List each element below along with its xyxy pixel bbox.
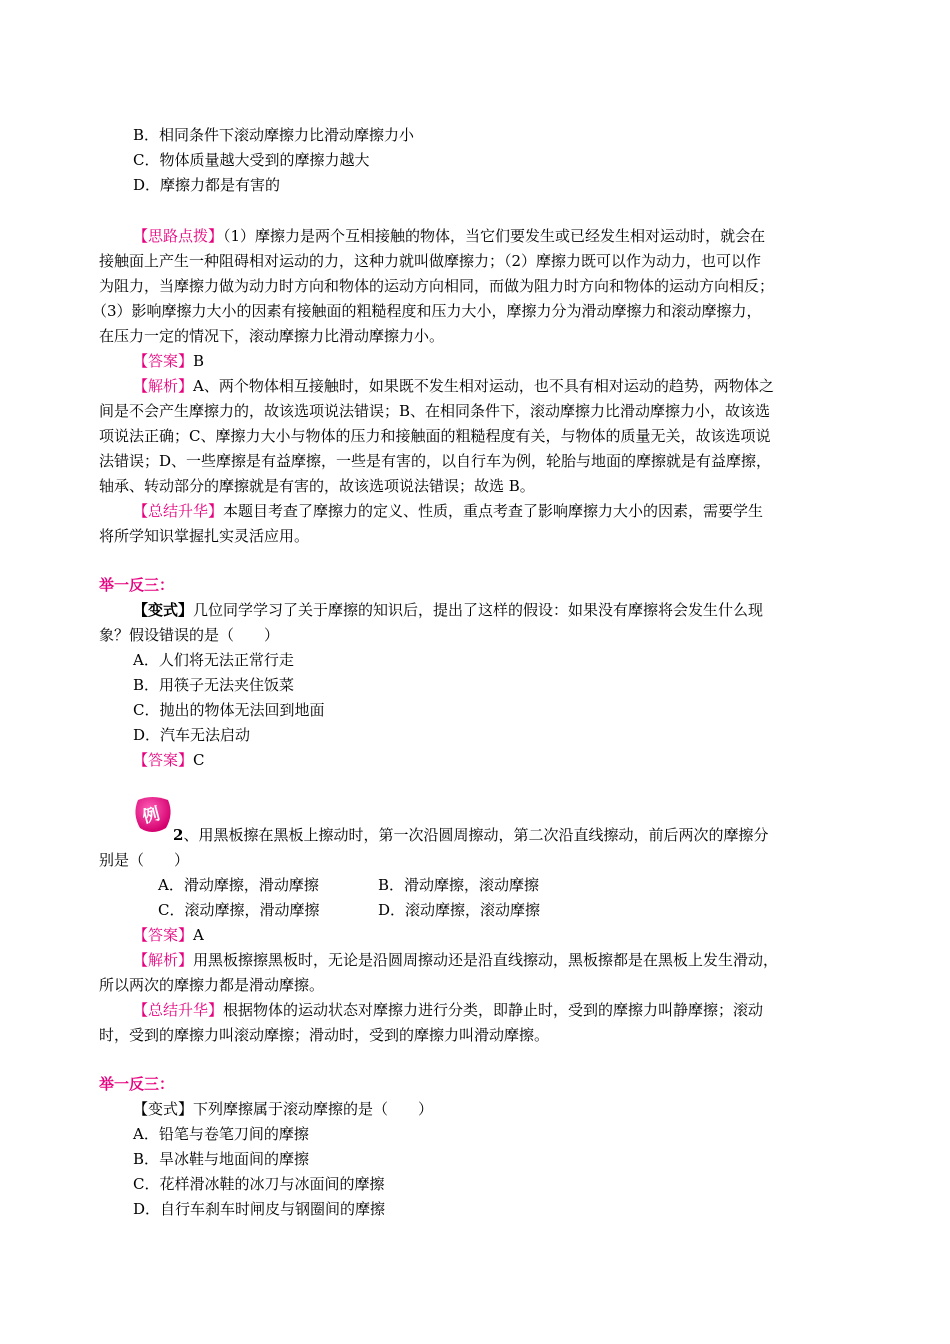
practice2-option-d: D．自行车刹车时闸皮与钢圈间的摩擦 bbox=[133, 1200, 386, 1218]
analysis-text: A、两个物体相互接触时，如果既不发生相对运动，也不具有相对运动的趋势，两物体之 bbox=[193, 377, 774, 395]
hint-label: 【思路点拨】 bbox=[133, 227, 224, 245]
example2-option-c: C．滚动摩擦，滑动摩擦 bbox=[158, 901, 320, 919]
option-d: D．摩擦力都是有害的 bbox=[133, 176, 281, 194]
practice1-question-line-1 bbox=[133, 598, 763, 622]
example2-summary-line-2: 时，受到的摩擦力叫滚动摩擦；滑动时，受到的摩擦力叫滑动摩擦。 bbox=[99, 1026, 550, 1044]
hint-line-4: （3）影响摩擦力大小的因素有接触面的粗糙程度和压力大小，摩擦力分为滑动摩擦力和滚动摩擦力， bbox=[92, 302, 762, 320]
hint-line-1 bbox=[133, 224, 765, 248]
practice1-answer-line bbox=[133, 748, 205, 772]
example2-analysis-text: 用黑板擦擦黑板时，无论是沿圆周擦动还是沿直线擦动，黑板擦都是在黑板上发生滑动， bbox=[193, 951, 779, 969]
option-b: B．相同条件下滚动摩擦力比滑动摩擦力小 bbox=[133, 126, 415, 144]
summary-text: 本题目考查了摩擦力的定义、性质，重点考查了影响摩擦力大小的因素，需要学生 bbox=[223, 502, 764, 520]
practice2-question-text: 下列摩擦属于滚动摩擦的是（ ） bbox=[193, 1100, 434, 1118]
practice1-question-line-2: 象？假设错误的是（ ） bbox=[99, 626, 280, 644]
practice1-option-b: B．用筷子无法夹住饭菜 bbox=[133, 676, 295, 694]
example2-answer-line bbox=[133, 923, 204, 947]
practice-heading-1: 举一反三： bbox=[99, 576, 175, 594]
practice2-option-c: C．花样滑冰鞋的冰刀与冰面间的摩擦 bbox=[133, 1175, 385, 1193]
example2-summary-text: 根据物体的运动状态对摩擦力进行分类，即静止时，受到的摩擦力叫静摩擦；滚动 bbox=[223, 1001, 764, 1019]
example2-option-b: B．滑动摩擦，滚动摩擦 bbox=[378, 876, 540, 894]
practice1-question-text: 几位同学学习了关于摩擦的知识后，提出了这样的假设：如果没有摩擦将会发生什么现 bbox=[193, 601, 764, 619]
example2-question-text: 、用黑板擦在黑板上擦动时，第一次沿圆周擦动，第二次沿直线擦动，前后两次的摩擦分 bbox=[183, 826, 769, 844]
practice2-option-a: A．铅笔与卷笔刀间的摩擦 bbox=[133, 1125, 309, 1143]
example2-analysis-line-1 bbox=[133, 948, 778, 972]
example2-answer-value: A bbox=[193, 926, 204, 944]
example2-analysis-line-2: 所以两次的摩擦力都是滑动摩擦。 bbox=[99, 976, 325, 994]
analysis-line-1 bbox=[133, 374, 774, 398]
example2-option-a: A．滑动摩擦，滑动摩擦 bbox=[158, 876, 319, 894]
answer-label: 【答案】 bbox=[133, 352, 194, 370]
practice-heading-2: 举一反三： bbox=[99, 1075, 175, 1093]
hint-line-3: 为阻力，当摩擦力做为动力时方向和物体的运动方向相同，而做为阻力时方向和物体的运动方向相反； bbox=[99, 277, 775, 295]
variant-label: 【变式】 bbox=[133, 601, 194, 619]
analysis-label: 【解析】 bbox=[133, 377, 194, 395]
option-c: C．物体质量越大受到的摩擦力越大 bbox=[133, 151, 370, 169]
analysis-line-4: 法错误；D、一些摩擦是有益摩擦，一些是有害的，以自行车为例，轮胎与地面的摩擦就是有益摩擦， bbox=[99, 452, 772, 470]
practice1-option-a: A．人们将无法正常行走 bbox=[133, 651, 294, 669]
example2-question-line-2: 别是（ ） bbox=[99, 851, 190, 869]
practice1-answer-value: C bbox=[193, 751, 205, 769]
example2-number: 2 bbox=[173, 826, 184, 844]
example-badge-char: 例 bbox=[140, 804, 163, 828]
practice1-option-c: C．抛出的物体无法回到地面 bbox=[133, 701, 325, 719]
hint-line-5: 在压力一定的情况下，滚动摩擦力比滑动摩擦力小。 bbox=[99, 327, 445, 345]
answer-line bbox=[133, 349, 204, 373]
example2-option-d: D．滚动摩擦，滚动摩擦 bbox=[378, 901, 541, 919]
practice1-answer-label: 【答案】 bbox=[133, 751, 194, 769]
example2-answer-label: 【答案】 bbox=[133, 926, 194, 944]
practice2-option-b: B．旱冰鞋与地面间的摩擦 bbox=[133, 1150, 310, 1168]
example2-summary-line-1 bbox=[133, 998, 763, 1022]
analysis-line-5: 轴承、转动部分的摩擦就是有害的，故该选项说法错误；故选 B。 bbox=[99, 477, 535, 495]
hint-line-2: 接触面上产生一种阻碍相对运动的力，这种力就叫做摩擦力；（2）摩擦力既可以作为动力，也可以作 bbox=[99, 252, 762, 270]
practice2-variant-label: 【变式】 bbox=[133, 1100, 194, 1118]
hint-text: （1）摩擦力是两个互相接触的物体，当它们要发生或已经发生相对运动时，就会在 bbox=[223, 227, 766, 245]
example2-question-line-1 bbox=[173, 823, 768, 847]
summary-line-2: 将所学知识掌握扎实灵活应用。 bbox=[99, 527, 310, 545]
example2-summary-label: 【总结升华】 bbox=[133, 1001, 224, 1019]
summary-label: 【总结升华】 bbox=[133, 502, 224, 520]
example2-analysis-label: 【解析】 bbox=[133, 951, 194, 969]
example-badge-icon bbox=[132, 794, 174, 836]
practice2-question-line bbox=[133, 1097, 433, 1121]
practice1-option-d: D．汽车无法启动 bbox=[133, 726, 251, 744]
summary-line-1 bbox=[133, 499, 763, 523]
answer-value: B bbox=[193, 352, 205, 370]
analysis-line-3: 项说法正确；C、摩擦力大小与物体的压力和接触面的粗糙程度有关，与物体的质量无关，故该选项说 bbox=[99, 427, 771, 445]
analysis-line-2: 间是不会产生摩擦力的，故该选项说法错误；B、在相同条件下，滚动摩擦力比滑动摩擦力小，故该选 bbox=[99, 402, 771, 420]
